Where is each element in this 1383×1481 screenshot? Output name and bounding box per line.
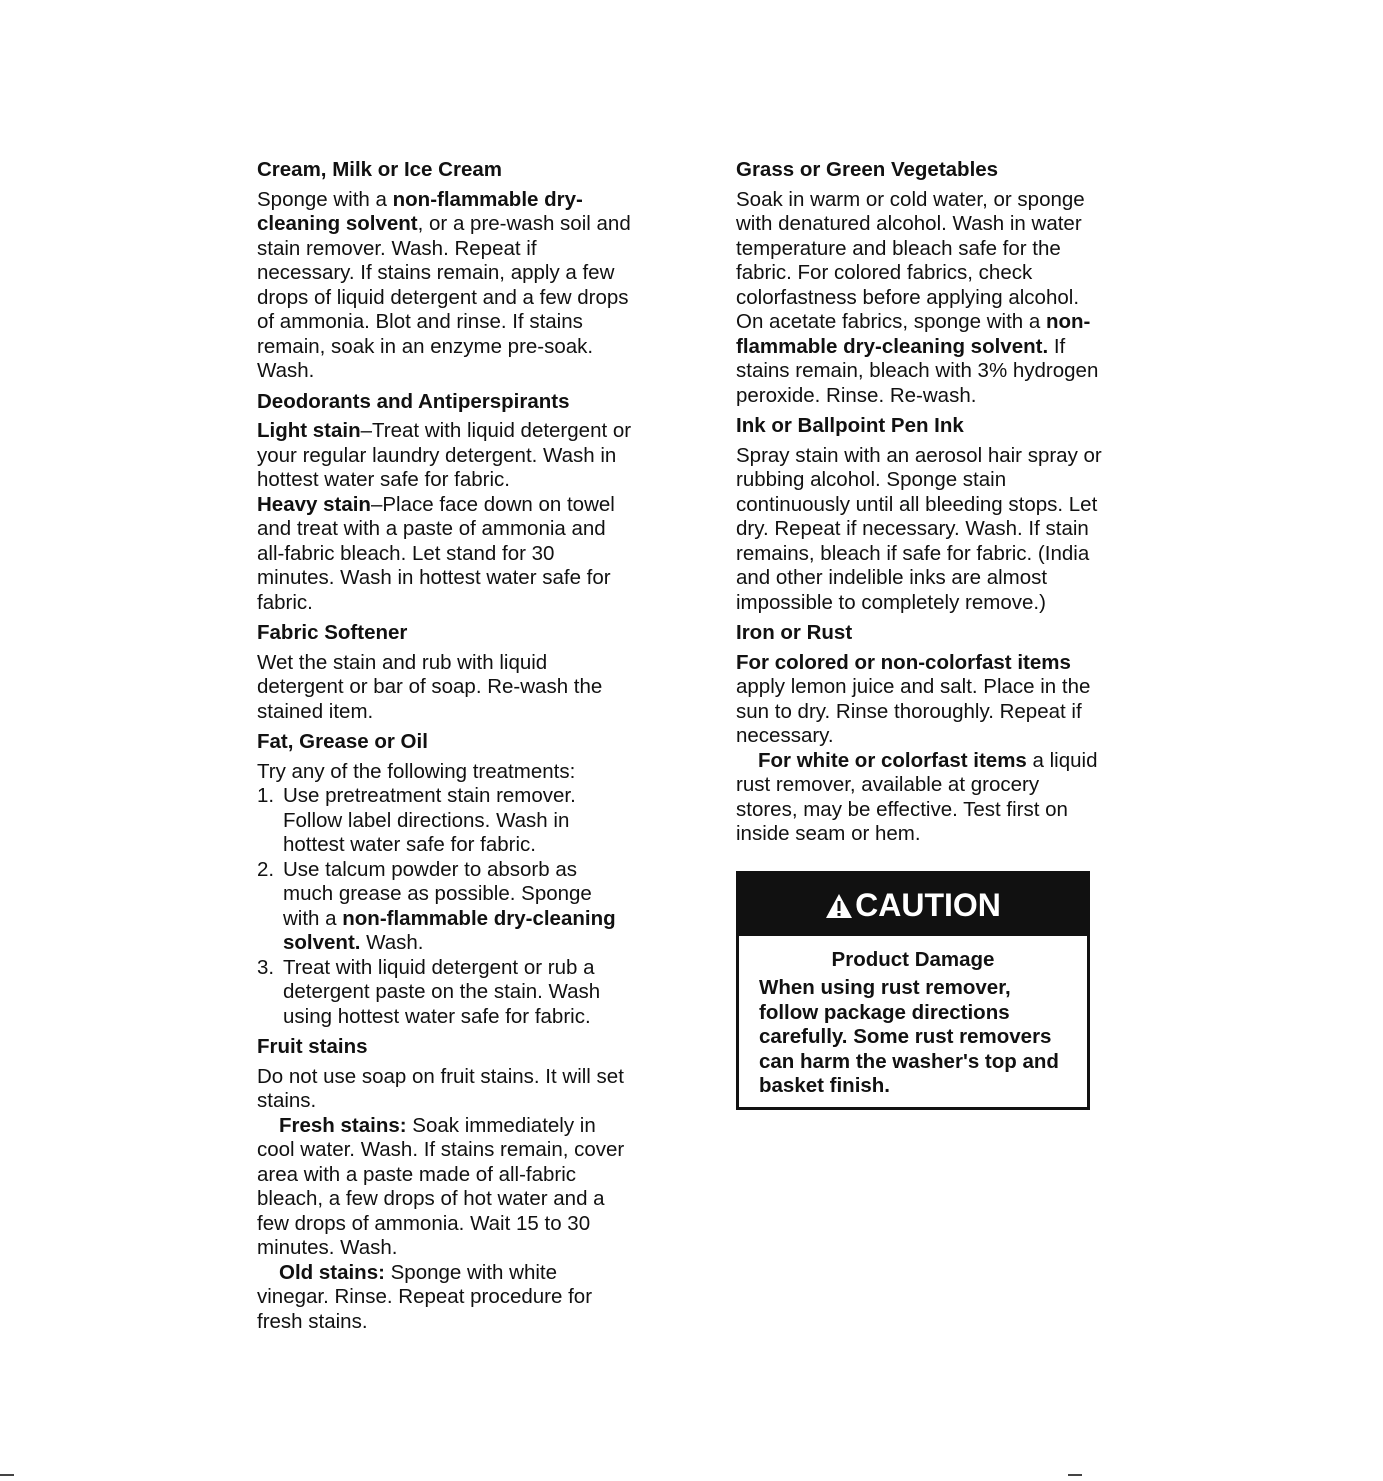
text-fruit-intro: Do not use soap on fruit stains. It will set stains. [257, 1064, 624, 1112]
bold-solvent: non-flammable dry-cleaning solvent [257, 187, 583, 235]
text-heavy-stain: Heavy stain–Place face down on towel and treat with a paste of ammonia and all-fabric bleach. Let stand for 30 minutes. Wash in hottest water safe for fabric. [257, 492, 615, 614]
caution-label: CAUTION [855, 886, 1001, 923]
right-column [736, 158, 1104, 1110]
list-item: 1. Use pretreatment stain remover. Follow label directions. Wash in hottest water safe for fabric. [257, 784, 576, 856]
text-cream-milk: Sponge with a non-flammable dry-cleaning solvent, or a pre-wash soil and stain remover. Wash. Repeat if necessary. If stains remain, apply a few drops of liquid detergent and a few drops of ammonia. Blot and rinse. If stains remain, soak in an enzyme pre-soak. Wash. [257, 187, 631, 382]
caution-banner [739, 874, 1087, 936]
warning-triangle-icon [825, 877, 853, 939]
heading-cream-milk: Cream, Milk or Ice Cream [257, 158, 502, 181]
heading-fat-grease: Fat, Grease or Oil [257, 730, 428, 753]
text-white-items: For white or colorfast items a liquid rust remover, available at grocery stores, may be effective. Test first on inside seam or hem. [736, 748, 1098, 845]
text-fat-intro: Try any of the following treatments: [257, 759, 576, 783]
text-fabric-softener: Wet the stain and rub with liquid detergent or bar of soap. Re-wash the stained item. [257, 650, 603, 723]
text-grass: Soak in warm or cold water, or sponge with denatured alcohol. Wash in water temperature and bleach safe for the fabric. For colored fabrics, check colorfastness before applying alcohol. On acetate fabrics, sponge with a non-flammable dry-cleaning solvent. If stains remain, bleach with 3% hydrogen peroxide. Rinse. Re-wash. [736, 187, 1099, 407]
text-fresh-stains: Fresh stains: Soak immediately in cool water. Wash. If stains remain, cover area with a paste made of all-fabric bleach, a few drops of hot water and a few drops of ammonia. Wait 15 to 30 minutes. Wash. [257, 1113, 625, 1259]
heading-deodorants: Deodorants and Antiperspirants [257, 389, 570, 413]
page-edge-mark [0, 1474, 14, 1476]
heading-ink: Ink or Ballpoint Pen Ink [736, 414, 964, 437]
heading-fabric-softener: Fabric Softener [257, 621, 408, 644]
text-old-stains: Old stains: Sponge with white vinegar. Rinse. Repeat procedure for fresh stains. [257, 1260, 593, 1333]
list-item: 3. Treat with liquid detergent or rub a detergent paste on the stain. Wash using hottest water safe for fabric. [257, 955, 601, 1028]
page-edge-mark [1068, 1474, 1082, 1476]
heading-grass: Grass or Green Vegetables [736, 158, 999, 181]
caution-subheading: Product Damage [831, 947, 995, 971]
caution-text: When using rust remover, follow package directions carefully. Some rust removers can harm the washer's top and basket finish. [759, 976, 1059, 1097]
text-colored-items: For colored or non-colorfast items apply lemon juice and salt. Place in the sun to dry. Rinse thoroughly. Repeat if necessary. [736, 650, 1091, 747]
fat-treatment-list [257, 784, 632, 1029]
heading-fruit-stains: Fruit stains [257, 1035, 368, 1058]
caution-box [736, 871, 1090, 1110]
list-item: 2. Use talcum powder to absorb as much grease as possible. Sponge with a non-flammable dry-cleaning solvent. Wash. [257, 857, 616, 954]
text-light-stain: Light stain–Treat with liquid detergent or your regular laundry detergent. Wash in hottest water safe for fabric. [257, 419, 632, 491]
left-column [257, 158, 632, 1334]
heading-iron-rust: Iron or Rust [736, 621, 853, 644]
text-ink: Spray stain with an aerosol hair spray or rubbing alcohol. Sponge stain continuously until all bleeding stops. Let dry. Repeat if necessary. Wash. If stain remains, bleach if safe for fabric. (India and other indelible inks are almost impossible to completely remove.) [736, 443, 1102, 614]
